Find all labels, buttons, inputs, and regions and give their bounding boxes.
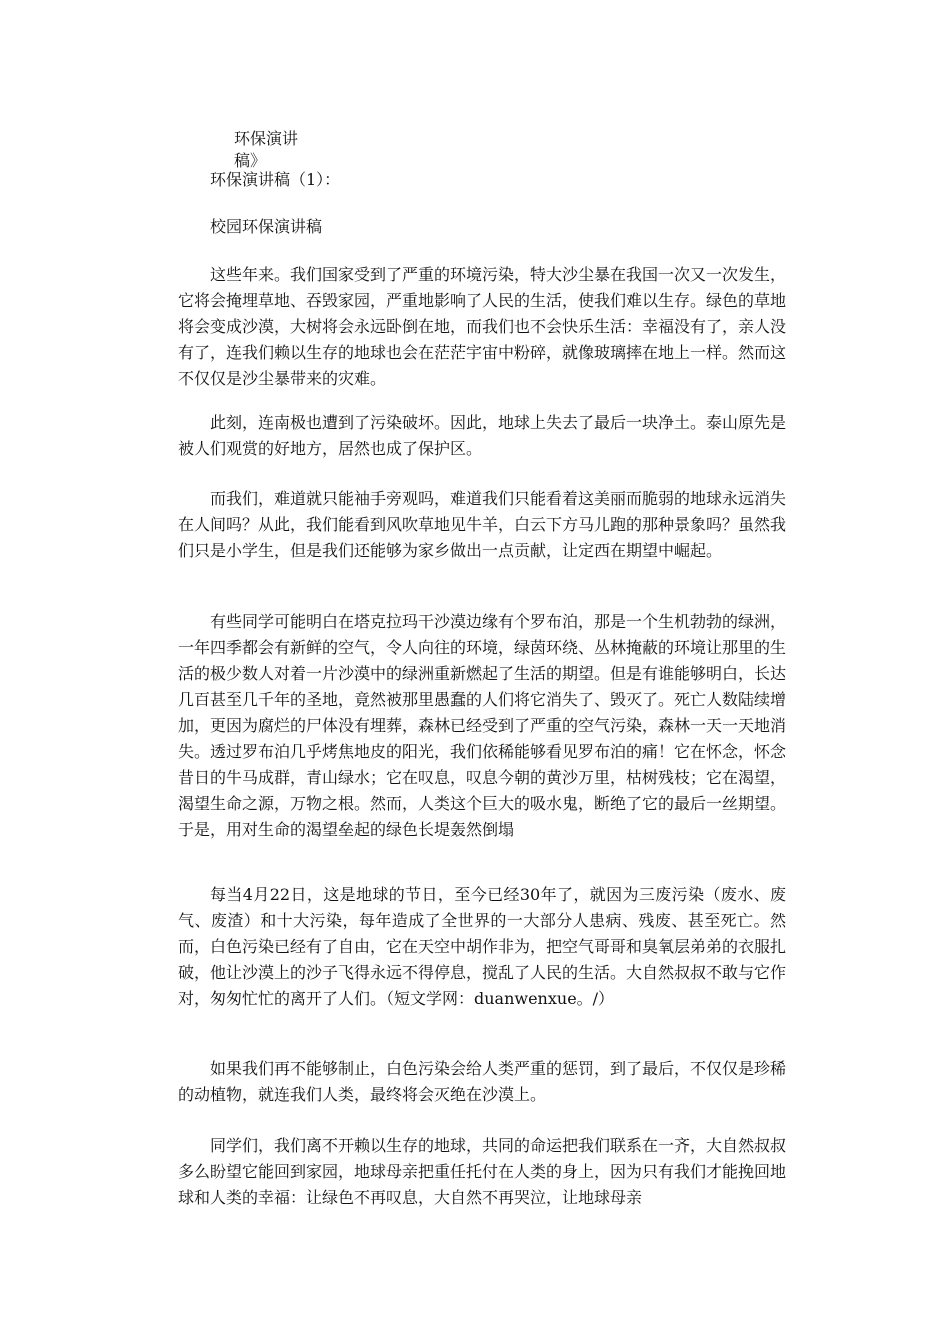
speech-subtitle: 校园环保演讲稿 xyxy=(210,217,323,236)
paragraph-2: 此刻，连南极也遭到了污染破坏。因此，地球上失去了最后一块净土。泰山原先是被人们观赏的好地方，居然也成了保护区。 xyxy=(178,413,787,458)
paragraph-6: 如果我们再不能够制止，白色污染会给人类严重的惩罚，到了最后，不仅仅是珍稀的动植物，就连我们人类，最终将会灭绝在沙漠上。 xyxy=(178,1059,787,1104)
paragraph-5: 每当4月22日，这是地球的节日，至今已经30年了，就因为三废污染（废水、废气、废渣）和十大污染，每年造成了全世界的一大部分人患病、残废、甚至死亡。然而，白色污染已经有了自由，它在天空中胡作非为，把空气哥哥和臭氧层弟弟的衣服扎破，他让沙漠上的沙子飞得永远不得停息，搅乱了人民的生活。大自然叔叔不敢与它作对，匆匆忙忙的离开了人们。（短文学网：duanwenxue。/） xyxy=(178,885,787,1008)
paragraph-1: 这些年来。我们国家受到了严重的环境污染，特大沙尘暴在我国一次又一次发生，它将会掩埋草地、吞毁家园，严重地影响了人民的生活，使我们难以生存。绿色的草地将会变成沙漠，大树将会永远卧倒在地，而我们也不会快乐生活：幸福没有了，亲人没有了，连我们赖以生存的地球也会在茫茫宇宙中粉碎，就像玻璃摔在地上一样。然而这不仅仅是沙尘暴带来的灾难。 xyxy=(178,265,787,388)
heading-line-2: 稿》 xyxy=(234,151,267,170)
paragraph-7: 同学们，我们离不开赖以生存的地球，共同的命运把我们联系在一齐，大自然叔叔多么盼望它能回到家园，地球母亲把重任托付在人类的身上，因为只有我们才能挽回地球和人类的幸福：让绿色不再叹息，大自然不再哭泣，让地球母亲 xyxy=(178,1136,787,1207)
paragraph-3: 而我们，难道就只能袖手旁观吗，难道我们只能看着这美丽而脆弱的地球永远消失在人间吗？从此，我们能看到风吹草地见牛羊，白云下方马儿跑的那种景象吗？虽然我们只是小学生，但是我们还能够为家乡做出一点贡献，让定西在期望中崛起。 xyxy=(178,489,787,560)
heading-line-1: 环保演讲 xyxy=(234,129,299,148)
paragraph-4: 有些同学可能明白在塔克拉玛干沙漠边缘有个罗布泊，那是一个生机勃勃的绿洲，一年四季都会有新鲜的空气，令人向往的环境，绿茵环绕、丛林掩蔽的环境让那里的生活的极少数人对着一片沙漠中的绿洲重新燃起了生活的期望。但是有谁能够明白，长达几百甚至几千年的圣地，竟然被那里愚蠢的人们将它消失了、毁灭了。死亡人数陆续增加，更因为腐烂的尸体没有埋葬，森林已经受到了严重的空气污染，森林一天一天地消失。透过罗布泊几乎烤焦地皮的阳光，我们依稀能够看见罗布泊的痛！它在怀念，怀念昔日的牛马成群，青山绿水；它在叹息，叹息今朝的黄沙万里，枯树残枝；它在渴望，渴望生命之源，万物之根。然而，人类这个巨大的吸水鬼，断绝了它的最后一丝期望。于是，用对生命的渴望垒起的绿色长堤轰然倒塌 xyxy=(178,612,787,839)
heading-line-3: 环保演讲稿（1）： xyxy=(210,170,341,189)
